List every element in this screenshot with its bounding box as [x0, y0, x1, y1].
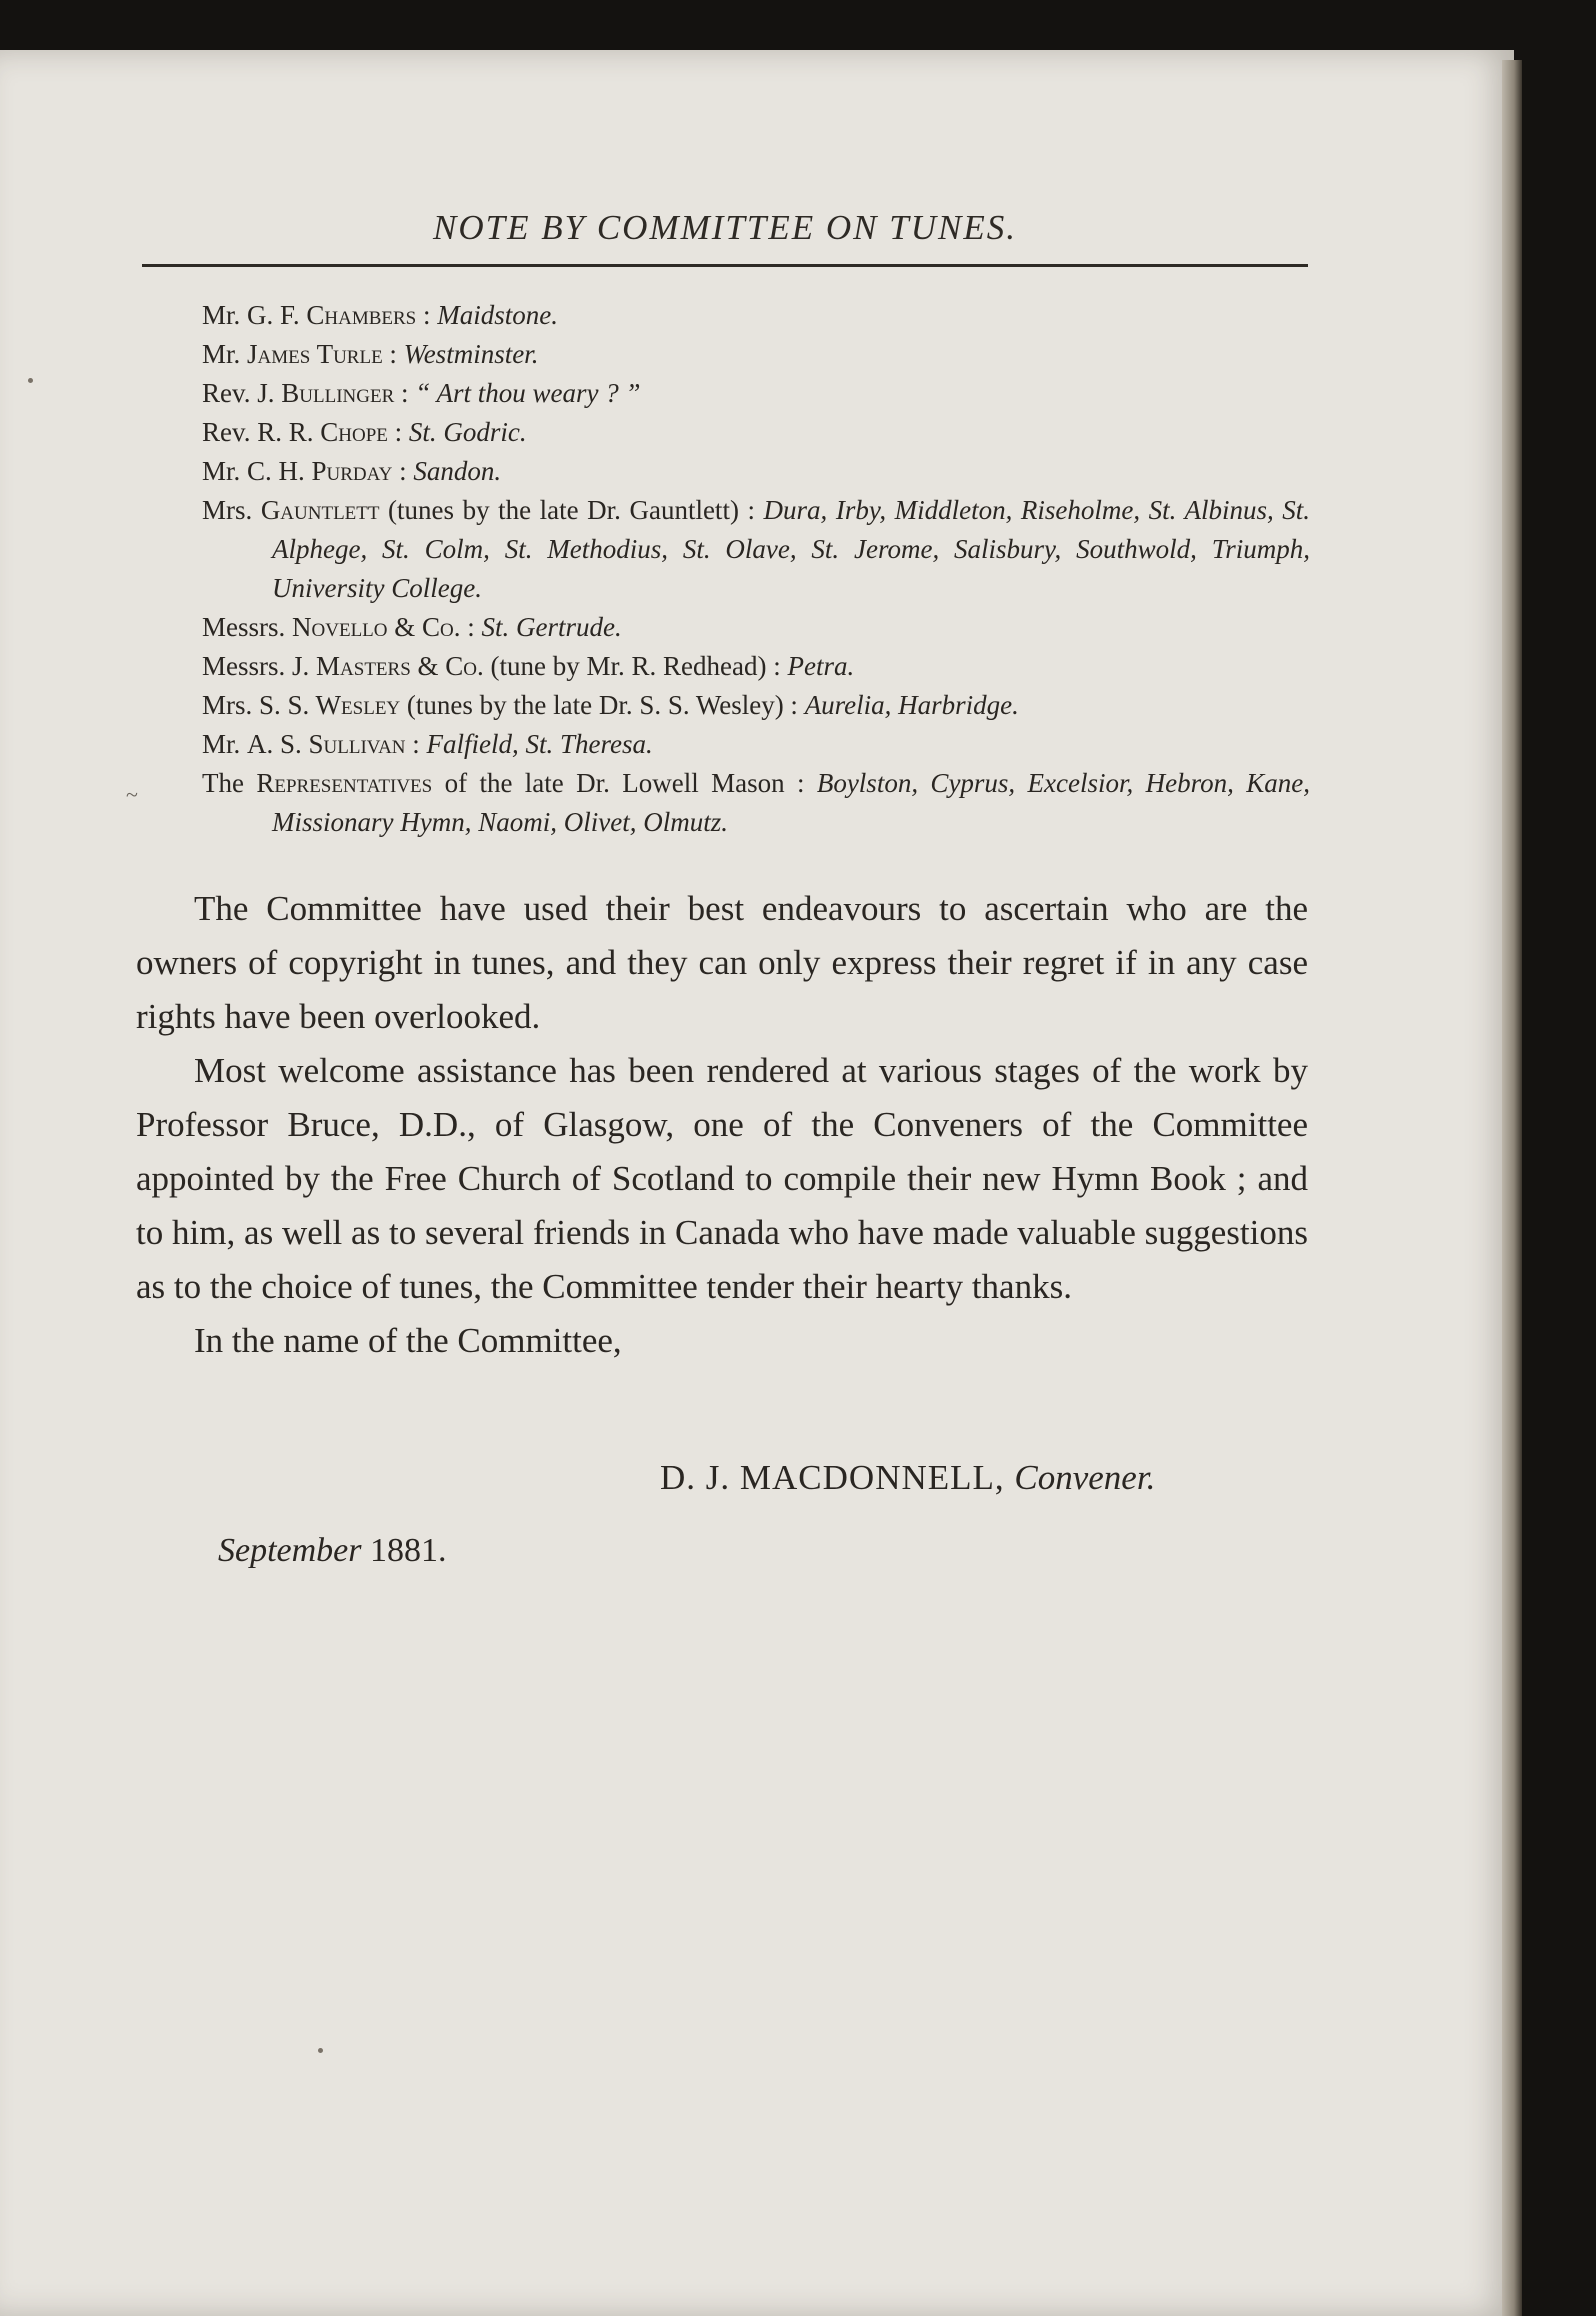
signature — [660, 1458, 1155, 1498]
credit-entry: Rev. J. Bullinger : “ Art thou weary ? ” — [202, 378, 641, 408]
signatory-role: Convener. — [1014, 1458, 1156, 1497]
page-edge — [1502, 60, 1522, 2316]
credit-entry: Mr. C. H. Purday : Sandon. — [202, 456, 502, 486]
signatory-name: D. J. MACDONNELL, — [660, 1458, 1005, 1497]
paragraph: The Committee have used their best endeavours to ascertain who are the owners of copyright in tunes, and they can only express their regret if in any case rights have been overlooked. — [136, 889, 1308, 1036]
date-line — [218, 1532, 447, 1570]
credits-list — [202, 296, 1310, 842]
credit-entry: Messrs. J. Masters & Co. (tune by Mr. R. Redhead) : Petra. — [202, 651, 855, 681]
paper-speck — [28, 378, 33, 383]
head-rule — [142, 264, 1308, 267]
date-month: September — [218, 1532, 362, 1569]
credit-entry: Mrs. S. S. Wesley (tunes by the late Dr. S. S. Wesley) : Aurelia, Harbridge. — [202, 690, 1019, 720]
margin-mark: ~ — [126, 782, 138, 807]
running-head: NOTE BY COMMITTEE ON TUNES. — [433, 208, 1017, 247]
body-text — [136, 882, 1308, 1368]
credit-entry: Rev. R. R. Chope : St. Godric. — [202, 417, 527, 447]
credit-entry: The Representatives of the late Dr. Lowell Mason : Boylston, Cyprus, Excelsior, Hebron, Kane, Missionary Hymn, Naomi, Olivet, Olmutz. — [202, 768, 1310, 837]
paragraph: In the name of the Committee, — [194, 1321, 622, 1360]
credit-entry: Mr. G. F. Chambers : Maidstone. — [202, 300, 558, 330]
credit-entry: Messrs. Novello & Co. : St. Gertrude. — [202, 612, 622, 642]
credit-entry: Mr. James Turle : Westminster. — [202, 339, 539, 369]
date-year: 1881. — [370, 1532, 447, 1569]
paragraph: Most welcome assistance has been rendered at various stages of the work by Professor Bruce, D.D., of Glasgow, one of the Conveners of the Committee appointed by the Free Church of Scotland to compile their new Hymn Book ; and to him, as well as to several friends in Canada who have made valuable suggestions as to the choice of tunes, the Committee tender their hearty thanks. — [136, 1051, 1308, 1306]
paper-speck — [318, 2048, 323, 2053]
credit-entry: Mrs. Gauntlett (tunes by the late Dr. Gauntlett) : Dura, Irby, Middleton, Riseholme, St. Albinus, St. Alphege, St. Colm, St. Methodius, St. Olave, St. Jerome, Salisbury, Southwold, Triumph, University College. — [202, 495, 1311, 603]
credit-entry: Mr. A. S. Sullivan : Falfield, St. Theresa. — [202, 729, 653, 759]
